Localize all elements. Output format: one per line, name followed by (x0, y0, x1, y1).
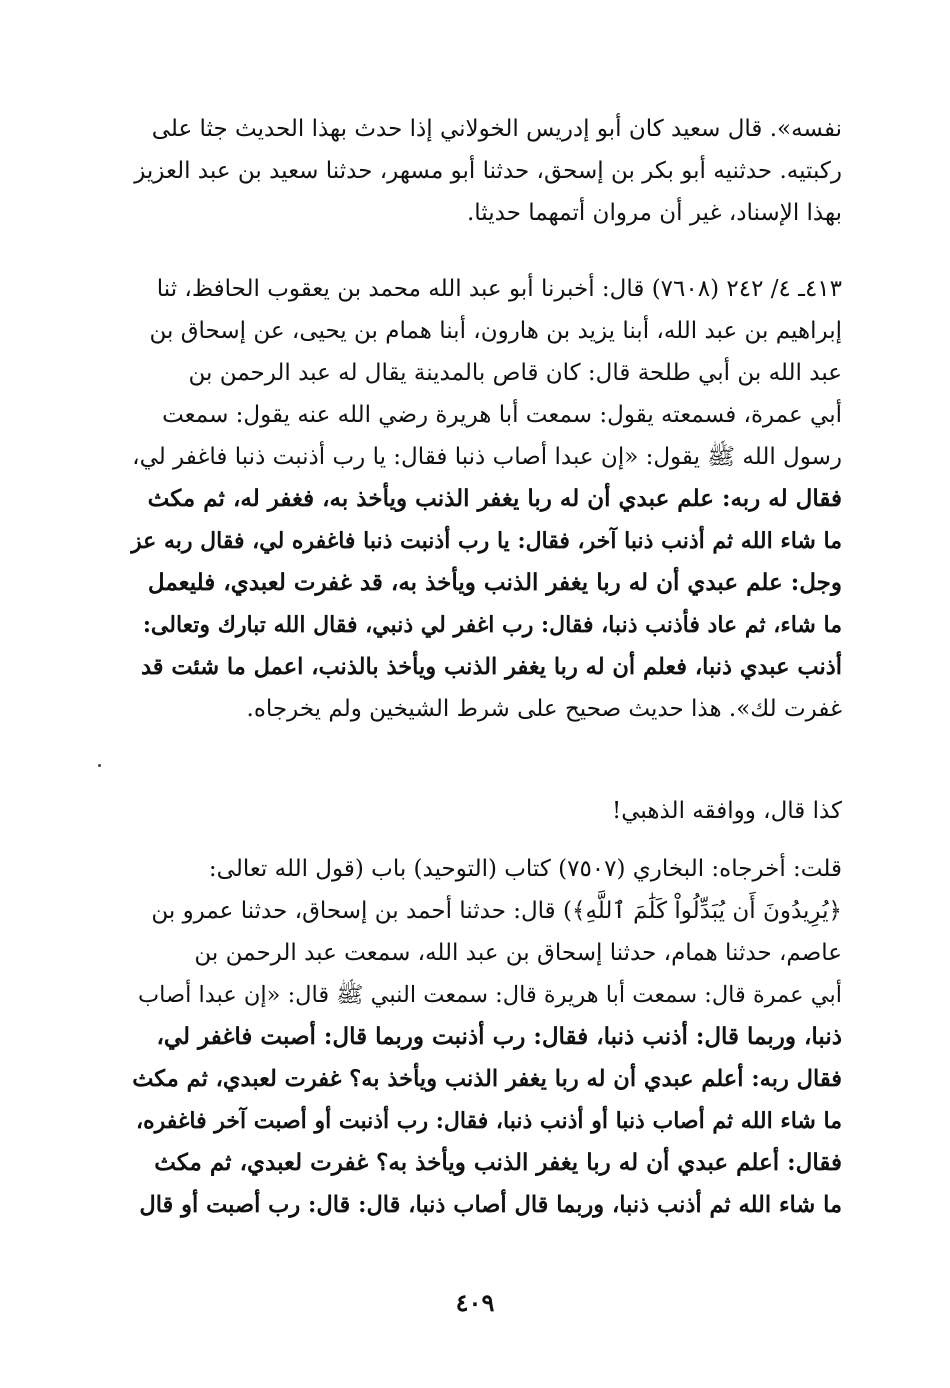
paragraph-continuation (130, 108, 842, 234)
text-line: ذنبا، وربما قال: أذنب ذنبا، فقال: رب أذنبت وربما قال: أصبت فاغفر لي، (156, 1023, 842, 1050)
text-line: كذا قال، ووافقه الذهبي! (612, 798, 842, 824)
text-line: غفرت لك». هذا حديث صحيح على شرط الشيخين ولم يخرجاه. (246, 696, 842, 722)
page-number: ٤٠٩ (455, 1288, 495, 1317)
scan-speck (98, 764, 101, 767)
text-line: عاصم، حدثنا همام، حدثنا إسحاق بن عبد الله، سمعت عبد الرحمن بن (194, 940, 842, 966)
text-line: بهذا الإسناد، غير أن مروان أتمهما حديثا. (466, 200, 842, 226)
text-line: أبي عمرة، فسمعته يقول: سمعت أبا هريرة رضي الله عنه يقول: سمعت (162, 402, 842, 428)
text-line: ﴿يُرِيدُونَ أَن يُبَدِّلُواْ كَلَٰمَ ٱللَّهِ﴾) قال: حدثنا أحمد بن إسحاق، حدثنا عمرو بن (151, 898, 842, 924)
text-line: ما شاء الله ثم أصاب ذنبا أو أذنب ذنبا، فقال: رب أذنبت أو أصبت آخر فاغفره، (135, 1108, 842, 1134)
text-line: أذنب عبدي ذنبا، فعلم أن له ربا يغفر الذنب ويأخذ بالذنب، اعمل ما شئت قد (140, 654, 842, 680)
text-line: ما شاء، ثم عاد فأذنب ذنبا، فقال: رب اغفر لي ذنبي، فقال الله تبارك وتعالى: (142, 612, 842, 638)
comment-line (130, 790, 842, 832)
text-line: فقال: أعلم عبدي أن له ربا يغفر الذنب ويأخذ به؟ غفرت لعبدي، ثم مكث (154, 1149, 842, 1176)
text-line: قلت: أخرجاه: البخاري (٧٥٠٧) كتاب (التوحيد) باب (قول الله تعالى: (208, 856, 842, 882)
text-line: ركبتيه. حدثنيه أبو بكر بن إسحق، حدثنا أبو مسهر، حدثنا سعيد بن عبد العزيز (134, 158, 842, 184)
text-line: وجل: علم عبدي أن له ربا يغفر الذنب ويأخذ به، قد غفرت لعبدي، فليعمل (147, 569, 842, 596)
text-line: رسول الله ﷺ يقول: «إن عبدا أصاب ذنبا فقال: يا رب أذنبت ذنبا فاغفر لي، (132, 444, 842, 470)
text-line: نفسه». قال سعيد كان أبو إدريس الخولاني إذا حدث بهذا الحديث جثا على (151, 116, 842, 142)
text-line: ما شاء الله ثم أذنب ذنبا آخر، فقال: يا رب أذنبت ذنبا فاغفره لي، فقال ربه عز (131, 528, 842, 554)
text-line: أبي عمرة قال: سمعت أبا هريرة قال: سمعت النبي ﷺ قال: «إن عبدا أصاب (137, 982, 842, 1008)
text-line: ما شاء الله ثم أذنب ذنبا، وربما قال أصاب ذنبا، قال: قال: رب أصبت أو قال (139, 1192, 842, 1218)
hadith-entry-413 (130, 268, 842, 730)
text-line: فقال ربه: أعلم عبدي أن له ربا يغفر الذنب ويأخذ به؟ غفرت لعبدي، ثم مكث (132, 1066, 842, 1092)
text-line: ٤١٣ـ ٤/ ٢٤٢ (٧٦٠٨) قال: أخبرنا أبو عبد الله محمد بن يعقوب الحافظ، ثنا (156, 276, 842, 302)
takhrij-paragraph (130, 848, 842, 1226)
text-line: عبد الله بن أبي طلحة قال: كان قاص بالمدينة يقال له عبد الرحمن بن (188, 360, 842, 386)
text-line: فقال له ربه: علم عبدي أن له ربا يغفر الذنب ويأخذ به، فغفر له، ثم مكث (147, 485, 842, 512)
text-line: إبراهيم بن عبد الله، أبنا يزيد بن هارون، أبنا همام بن يحيى، عن إسحاق بن (149, 318, 842, 344)
